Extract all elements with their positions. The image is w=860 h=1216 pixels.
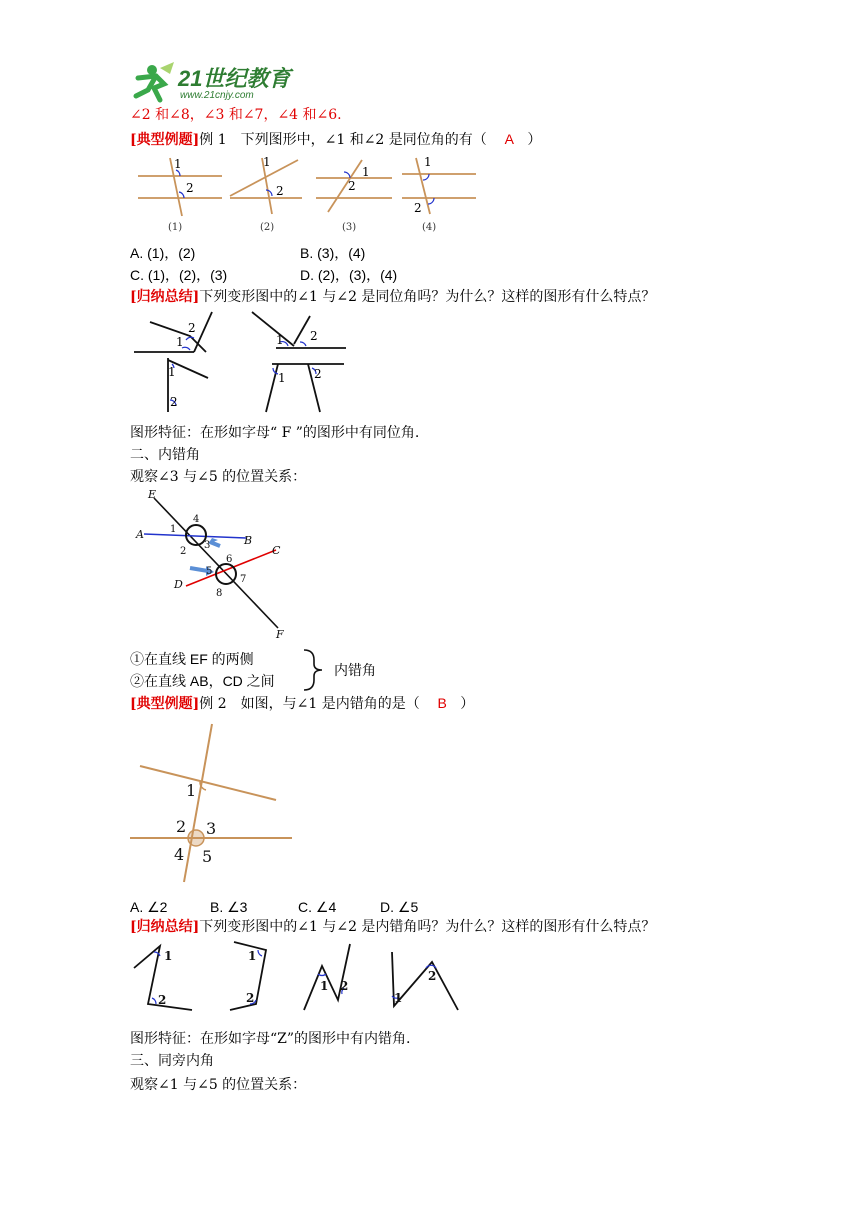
svg-text:2: 2 — [348, 179, 356, 193]
svg-text:1: 1 — [278, 371, 286, 385]
example1-text: 例 1 下列图形中，∠1 和∠2 是同位角的有（ — [199, 132, 487, 148]
example1-answer: A — [504, 131, 514, 147]
logo — [130, 60, 310, 104]
svg-text:F: F — [276, 628, 284, 640]
example2-answer: B — [437, 695, 447, 711]
summary2-tag: [归纳总结] — [130, 919, 200, 935]
svg-text:B: B — [244, 534, 253, 547]
svg-text:1: 1 — [362, 165, 370, 179]
svg-text:2: 2 — [246, 991, 255, 1005]
svg-text:2: 2 — [170, 395, 178, 409]
svg-text:1: 1 — [164, 949, 173, 963]
summary1-text: 下列变形图中的∠1 与∠2 是同位角吗？为什么？这样的图形有什么特点？ — [199, 289, 656, 305]
svg-text:4: 4 — [193, 514, 200, 525]
svg-text:5: 5 — [202, 847, 213, 866]
ex2-option-b: B. ∠3 — [210, 899, 248, 915]
example1-figures — [130, 150, 480, 238]
svg-text:7: 7 — [240, 574, 247, 585]
svg-text:1: 1 — [176, 335, 184, 349]
top-line: ∠2 和∠8，∠3 和∠7，∠4 和∠6. — [130, 107, 342, 123]
svg-text:1: 1 — [263, 155, 271, 169]
fig-label-1: (1) — [168, 222, 183, 233]
feature2: 图形特征：在形如字母“Z”的图形中有内错角. — [130, 1031, 411, 1047]
summary2-text: 下列变形图中的∠1 与∠2 是内错角吗？为什么？这样的图形有什么特点？ — [199, 919, 656, 935]
ex2-option-a: A. ∠2 — [130, 899, 168, 915]
ex2-option-d: D. ∠5 — [380, 899, 419, 915]
condition1: ①在直线 EF 的两侧 — [130, 651, 254, 667]
ex2-option-c: C. ∠4 — [298, 899, 337, 915]
fig-label-3: (3) — [342, 222, 357, 233]
svg-text:A: A — [136, 528, 144, 541]
example1-question — [130, 130, 541, 149]
svg-text:2: 2 — [158, 993, 167, 1007]
svg-text:2: 2 — [180, 546, 187, 557]
option-d: D. (2)，(3)，(4) — [300, 267, 398, 283]
svg-text:1: 1 — [170, 524, 177, 535]
svg-text:1: 1 — [320, 979, 329, 993]
example2-text: 例 2 如图，与∠1 是内错角的是（ — [199, 696, 420, 712]
svg-text:2: 2 — [314, 367, 322, 381]
section2-observe: 观察∠3 与∠5 的位置关系： — [130, 469, 307, 485]
section3-observe: 观察∠1 与∠5 的位置关系： — [130, 1077, 307, 1093]
svg-text:1: 1 — [174, 157, 182, 171]
svg-text:3: 3 — [206, 819, 217, 838]
svg-text:6: 6 — [226, 554, 233, 565]
condition2: ②在直线 AB，CD 之间 — [130, 673, 275, 689]
svg-text:1: 1 — [168, 365, 176, 379]
option-a: A. (1)，(2) — [130, 245, 196, 261]
feature1: 图形特征：在形如字母“ F ”的图形中有同位角. — [130, 425, 420, 441]
transversal-diagram — [130, 488, 300, 640]
example2-close: ） — [460, 696, 475, 712]
logo-brand: 21世纪教育 — [178, 66, 291, 91]
section3-title: 三、同旁内角 — [130, 1053, 214, 1069]
svg-text:1: 1 — [186, 781, 197, 800]
svg-text:1: 1 — [248, 949, 257, 963]
svg-text:2: 2 — [176, 817, 187, 836]
svg-text:2: 2 — [188, 321, 196, 335]
svg-text:2: 2 — [414, 201, 422, 215]
right-brace-icon — [300, 648, 330, 692]
example2-tag: [典型例题] — [130, 696, 200, 712]
svg-text:D: D — [174, 578, 183, 591]
summary2-figures — [130, 938, 470, 1020]
logo-url: www.21cnjy.com — [180, 90, 254, 101]
example1-tag: [典型例题] — [130, 132, 200, 148]
svg-text:1: 1 — [276, 333, 284, 347]
svg-text:2: 2 — [186, 181, 194, 195]
example2-diagram — [128, 720, 298, 888]
alternate-angle-label: 内错角 — [334, 662, 376, 678]
svg-text:5: 5 — [206, 566, 213, 577]
svg-text:1: 1 — [394, 991, 403, 1005]
fig-label-2: (2) — [260, 222, 275, 233]
svg-text:C: C — [272, 544, 281, 557]
svg-text:4: 4 — [174, 845, 185, 864]
example2-question — [130, 694, 474, 713]
summary1 — [130, 288, 655, 306]
svg-text:2: 2 — [340, 979, 349, 993]
svg-text:2: 2 — [276, 184, 284, 198]
example1-close: ） — [527, 132, 542, 148]
summary1-figures — [130, 308, 350, 416]
svg-text:8: 8 — [216, 588, 223, 599]
option-c: C. (1)，(2)，(3) — [130, 267, 228, 283]
option-b: B. (3)，(4) — [300, 245, 366, 261]
summary2 — [130, 918, 655, 936]
section2-title: 二、内错角 — [130, 447, 200, 463]
svg-text:3: 3 — [204, 540, 211, 551]
svg-text:1: 1 — [424, 155, 432, 169]
svg-text:2: 2 — [428, 969, 437, 983]
fig-label-4: (4) — [422, 222, 437, 233]
svg-text:2: 2 — [310, 329, 318, 343]
svg-text:E: E — [148, 488, 157, 501]
summary1-tag: [归纳总结] — [130, 289, 200, 305]
